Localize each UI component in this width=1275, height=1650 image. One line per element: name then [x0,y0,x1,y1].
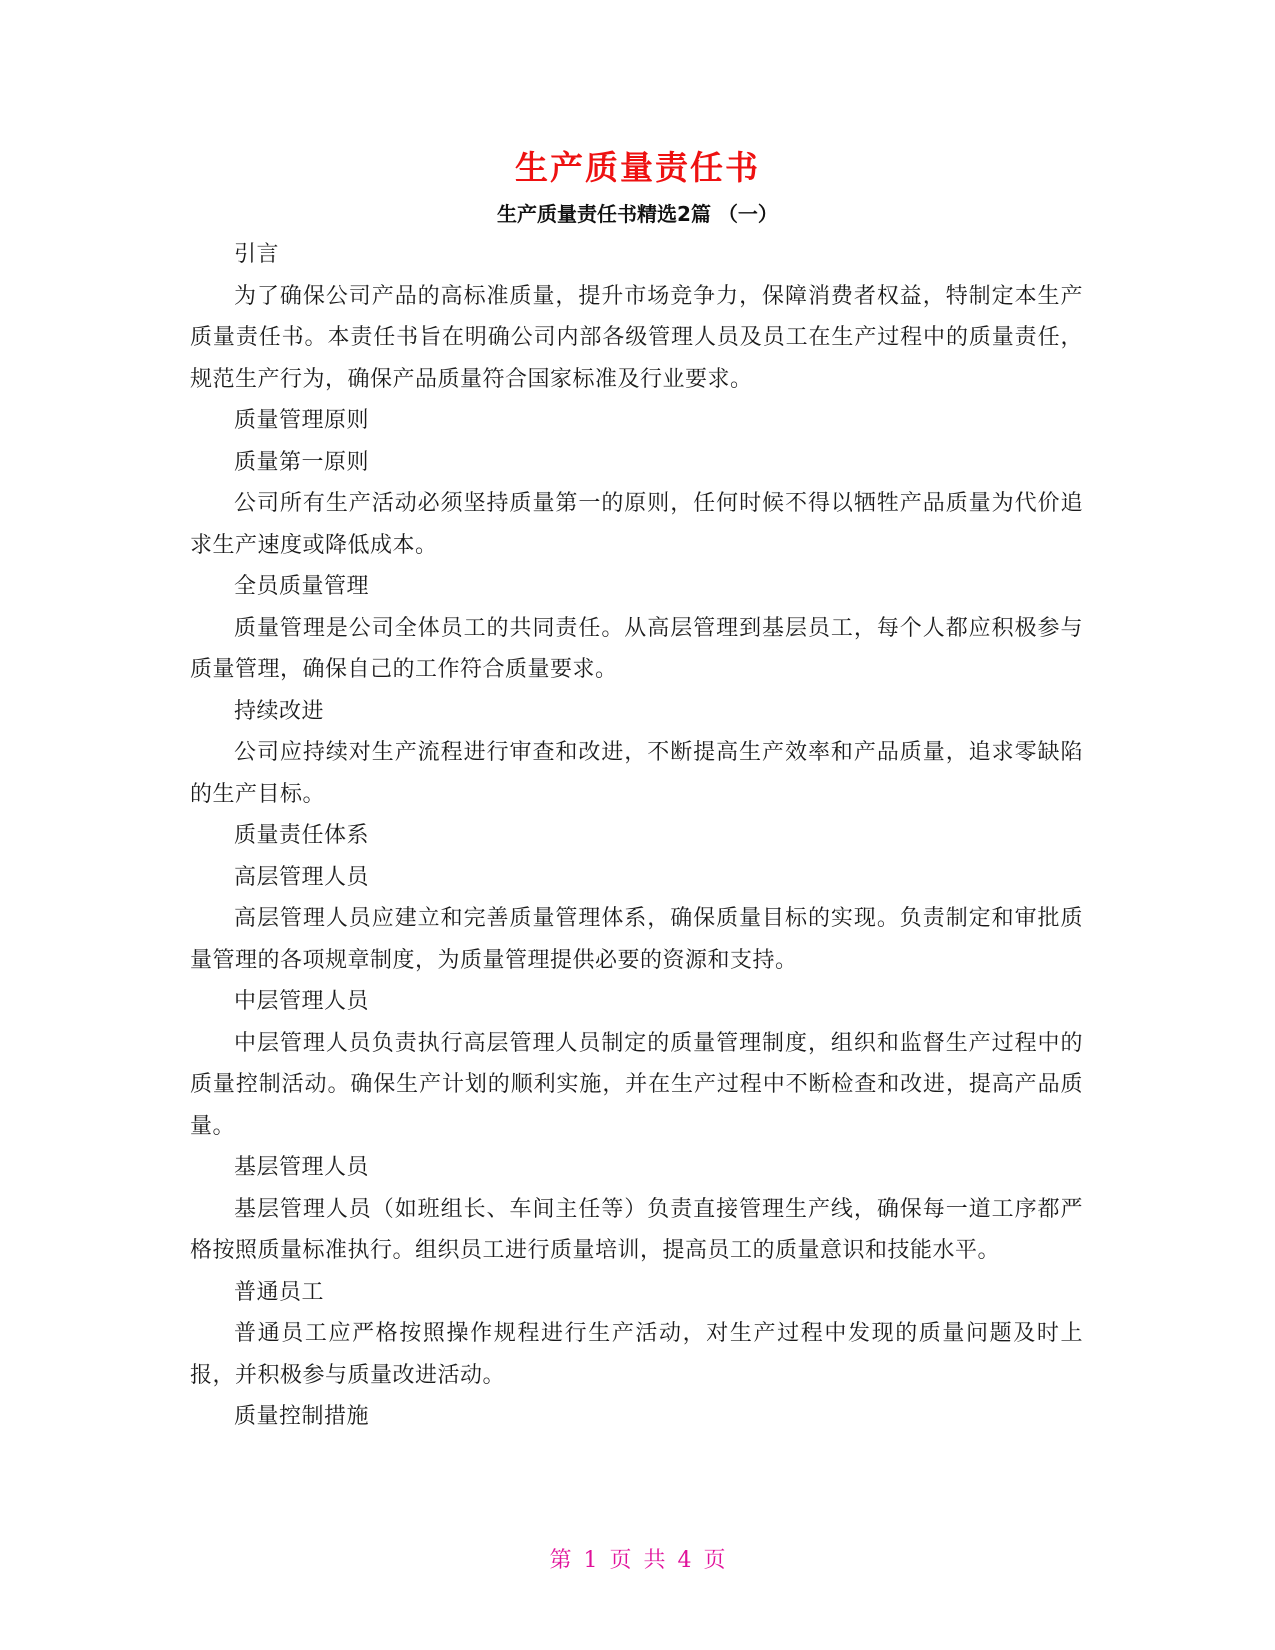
paragraph: 高层管理人员 [234,864,370,890]
paragraph: 中层管理人员 [234,989,370,1014]
page-number-footer [0,1546,1275,1576]
paragraph: 质量控制措施 [234,1404,370,1429]
paragraph: 质量责任体系 [234,823,370,848]
paragraph: 质量第一原则 [234,449,370,475]
paragraph: 公司应持续对生产流程进行审查和改进，不断提高生产效率和产品质量，追求零缺陷的生产目标。 [190,740,1083,807]
paragraph: 全员质量管理 [234,574,370,599]
document-subtitle: 生产质量责任书精选2篇 （一） [497,202,778,226]
document-body [190,234,1083,1438]
page-total: 4 [677,1548,692,1573]
document-title: 生产质量责任书 [515,148,760,187]
paragraph: 普通员工 [234,1279,325,1305]
paragraph: 质量管理原则 [234,408,370,433]
total-label: 共 [643,1548,666,1573]
paragraph: 质量管理是公司全体员工的共同责任。从高层管理到基层员工，每个人都应积极参与质量管理，确保自己的工作符合质量要求。 [190,615,1083,682]
paragraph: 持续改进 [234,698,325,724]
paragraph: 引言 [234,242,280,267]
page-current: 1 [583,1548,598,1573]
paragraph: 基层管理人员 [234,1155,370,1180]
page-label: 第 [549,1548,572,1573]
paragraph: 为了确保公司产品的高标准质量，提升市场竞争力，保障消费者权益，特制定本生产质量责任书。本责任书旨在明确公司内部各级管理人员及员工在生产过程中的质量责任，规范生产行为，确保产品质量符合国家标准及行业要求。 [190,283,1083,392]
paragraph: 公司所有生产活动必须坚持质量第一的原则，任何时候不得以牺牲产品质量为代价追求生产速度或降低成本。 [190,491,1083,558]
total-unit: 页 [703,1548,726,1573]
paragraph: 中层管理人员负责执行高层管理人员制定的质量管理制度，组织和监督生产过程中的质量控制活动。确保生产计划的顺利实施，并在生产过程中不断检查和改进，提高产品质量。 [190,1030,1083,1139]
paragraph: 基层管理人员（如班组长、车间主任等）负责直接管理生产线，确保每一道工序都严格按照质量标准执行。组织员工进行质量培训，提高员工的质量意识和技能水平。 [190,1196,1083,1263]
paragraph: 普通员工应严格按照操作规程进行生产活动，对生产过程中发现的质量问题及时上报，并积极参与质量改进活动。 [190,1321,1083,1388]
paragraph: 高层管理人员应建立和完善质量管理体系，确保质量目标的实现。负责制定和审批质量管理的各项规章制度，为质量管理提供必要的资源和支持。 [190,906,1083,973]
page-unit: 页 [609,1548,632,1573]
